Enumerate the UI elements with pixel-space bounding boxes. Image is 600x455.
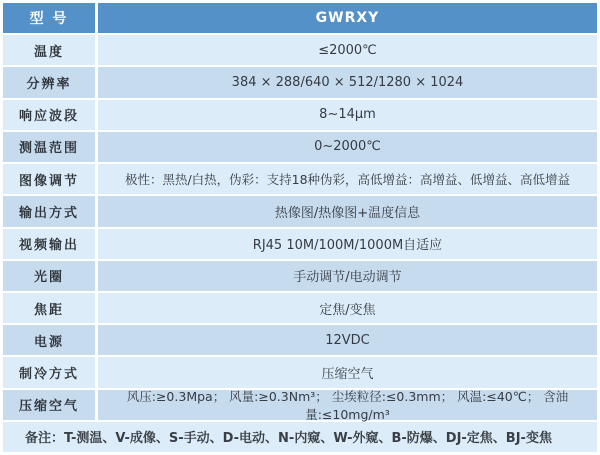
spec-value: 热像图/热像图+温度信息 — [98, 196, 597, 226]
spec-value: 压缩空气 — [98, 357, 597, 387]
spec-value: 手动调节/电动调节 — [98, 261, 597, 291]
model-name: GWRXY — [98, 3, 597, 33]
spec-value: 8~14μm — [98, 100, 597, 130]
spec-label: 焦距 — [3, 293, 95, 323]
remarks-text: 备注：T-测温、V-成像、S-手动、D-电动、N-内窥、W-外窥、B-防爆、DJ-定焦、BJ-变焦 — [25, 431, 552, 447]
spec-row-measure-range — [3, 132, 597, 162]
spec-label: 输出方式 — [3, 196, 95, 226]
spec-label: 响应波段 — [3, 100, 95, 130]
spec-row-cooling — [3, 357, 597, 387]
spec-value: 12VDC — [98, 325, 597, 355]
spec-value: 384 × 288/640 × 512/1280 × 1024 — [98, 67, 597, 97]
spec-row-image-adjust — [3, 164, 597, 194]
spec-value: ≤2000℃ — [98, 35, 597, 65]
spec-value: RJ45 10M/100M/1000M自适应 — [98, 229, 597, 259]
spec-value: 0~2000℃ — [98, 132, 597, 162]
spec-row-response-band — [3, 100, 597, 130]
spec-row-temperature — [3, 35, 597, 65]
spec-label: 温度 — [3, 35, 95, 65]
table-header-row — [3, 3, 597, 33]
spec-row-compressed-air — [3, 390, 597, 420]
spec-label: 制冷方式 — [3, 357, 95, 387]
spec-label: 测温范围 — [3, 132, 95, 162]
spec-value: 定焦/变焦 — [98, 293, 597, 323]
spec-row-resolution — [3, 67, 597, 97]
spec-label: 光圈 — [3, 261, 95, 291]
remarks-row — [3, 422, 597, 452]
spec-row-aperture — [3, 261, 597, 291]
spec-row-focal-length — [3, 293, 597, 323]
spec-row-video-output — [3, 229, 597, 259]
spec-value: 极性：黑热/白热，伪彩：支持18种伪彩，高低增益：高增益、低增益、高低增益 — [98, 164, 597, 194]
spec-label: 压缩空气 — [3, 390, 95, 420]
model-header-label: 型 号 — [3, 3, 95, 33]
spec-row-power — [3, 325, 597, 355]
spec-value: 风压:≥0.3Mpa； 风量:≥0.3Nm³； 尘埃粒径:≤0.3mm； 风温:≤40℃； 含油量:≤10mg/m³ — [98, 390, 597, 420]
spec-label: 视频输出 — [3, 229, 95, 259]
spec-label: 分辨率 — [3, 67, 95, 97]
spec-label: 图像调节 — [3, 164, 95, 194]
spec-row-output-mode — [3, 196, 597, 226]
spec-label: 电源 — [3, 325, 95, 355]
